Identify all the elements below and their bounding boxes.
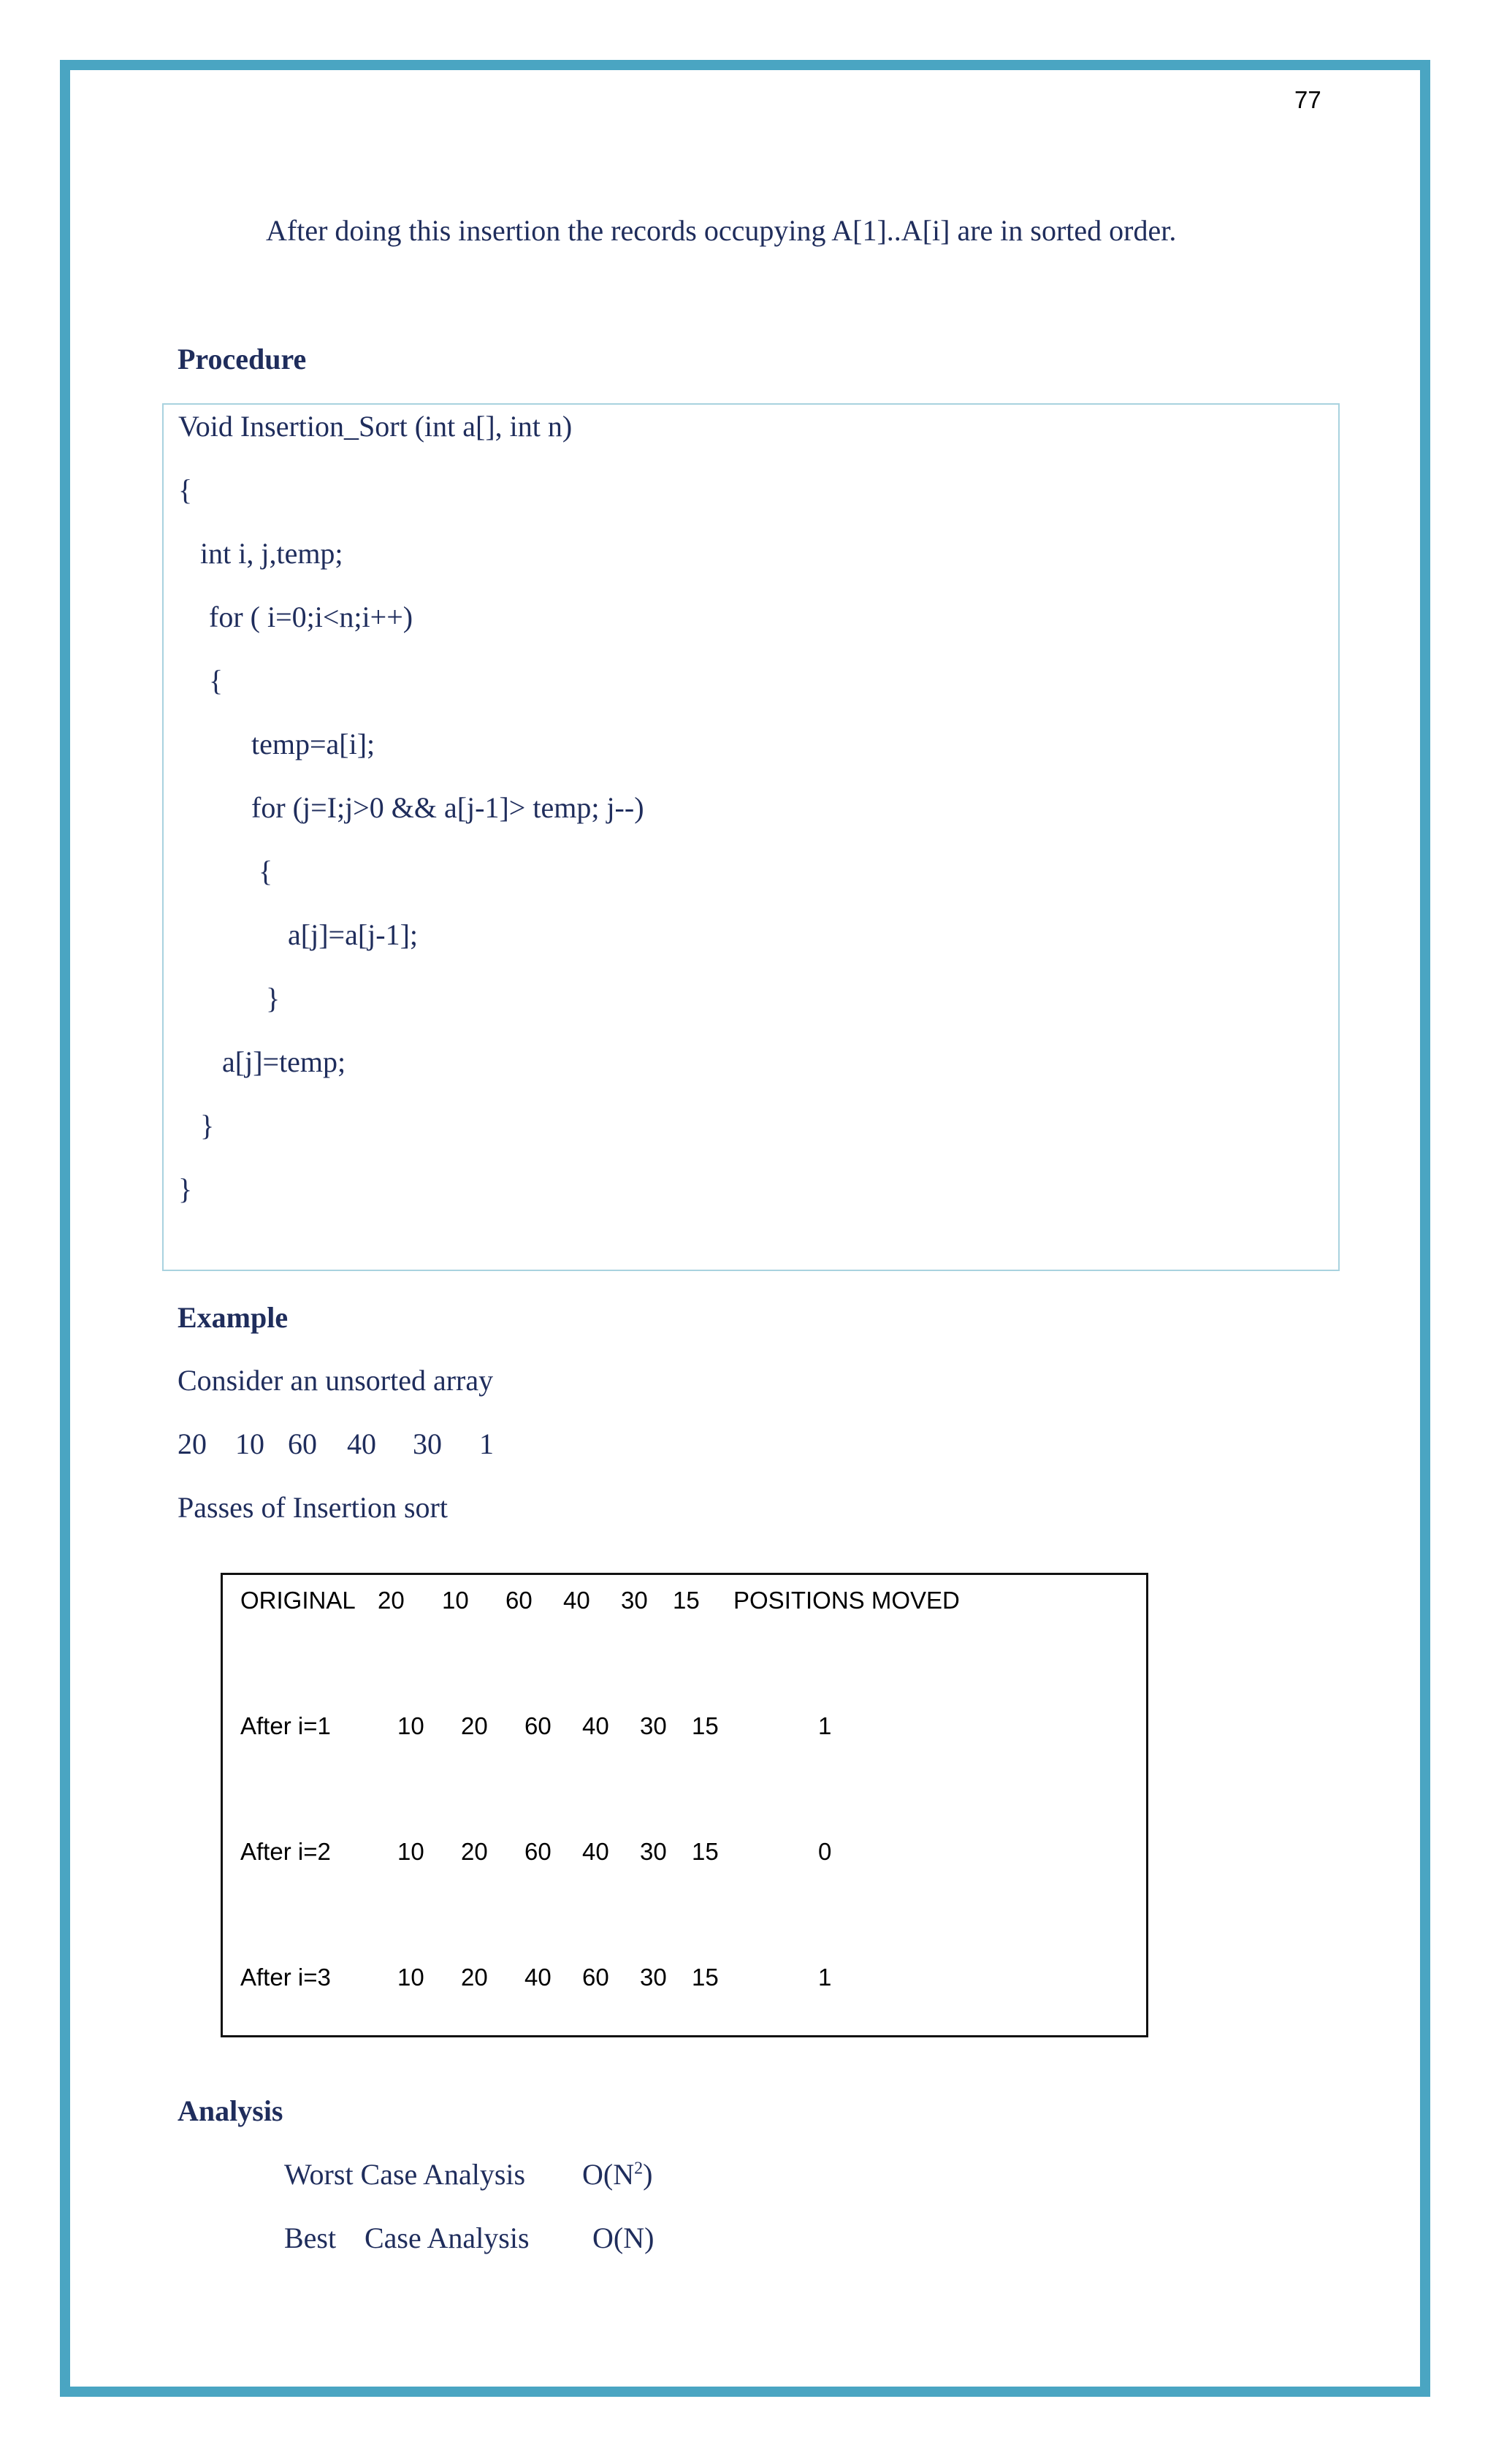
positions-moved-header: POSITIONS MOVED (733, 1587, 960, 1614)
cell-value: 30 (640, 1838, 667, 1865)
row-label: After i=3 (240, 1964, 331, 1991)
cell-value: 60 (582, 1964, 609, 1991)
cell-value: 20 (461, 1712, 488, 1739)
cell-value: 15 (692, 1838, 719, 1865)
worst-case-label: Worst Case Analysis (284, 2158, 526, 2191)
best-case-value: O(N) (592, 2221, 654, 2254)
cell-value: 30 (640, 1964, 667, 1991)
code-line: for ( i=0;i<n;i++) (209, 600, 413, 633)
passes-table (221, 1573, 1148, 2037)
row-label: ORIGINAL (240, 1587, 356, 1614)
worst-case-base: O(N (582, 2158, 635, 2191)
cell-value: 60 (524, 1712, 552, 1739)
positions-moved: 1 (818, 1712, 832, 1739)
cell-value: 20 (461, 1838, 488, 1865)
cell-value: 15 (673, 1587, 700, 1614)
cell-value: 30 (621, 1587, 648, 1614)
cell-value: 60 (505, 1587, 533, 1614)
cell-value: 10 (397, 1838, 424, 1865)
positions-moved: 1 (818, 1964, 832, 1991)
worst-case-close: ) (643, 2158, 653, 2191)
example-line: Passes of Insertion sort (178, 1491, 448, 1524)
array-value: 40 (347, 1427, 376, 1460)
cell-value: 15 (692, 1712, 719, 1739)
code-line: int i, j,temp; (200, 537, 343, 570)
array-value: 20 (178, 1427, 207, 1460)
best-case-label-word: Best (284, 2221, 337, 2254)
code-line: } (266, 982, 280, 1015)
analysis-heading: Analysis (178, 2094, 283, 2127)
code-line: Void Insertion_Sort (int a[], int n) (178, 410, 573, 443)
example-line: Consider an unsorted array (178, 1364, 494, 1397)
cell-value: 40 (582, 1838, 609, 1865)
cell-value: 40 (582, 1712, 609, 1739)
cell-value: 10 (442, 1587, 469, 1614)
cell-value: 30 (640, 1712, 667, 1739)
code-block (162, 403, 1340, 1271)
row-label: After i=1 (240, 1712, 331, 1739)
code-line: { (178, 473, 193, 506)
intro-paragraph: After doing this insertion the records occupying A[1]..A[i] are in sorted order. (266, 214, 1177, 247)
cell-value: 10 (397, 1712, 424, 1739)
code-line: a[j]=a[j-1]; (288, 918, 419, 951)
cell-value: 60 (524, 1838, 552, 1865)
code-line: temp=a[i]; (251, 728, 375, 760)
cell-value: 40 (563, 1587, 590, 1614)
worst-case-exponent: 2 (634, 2159, 644, 2178)
cell-value: 15 (692, 1964, 719, 1991)
array-value: 1 (479, 1427, 494, 1460)
page-number: 77 (1294, 86, 1321, 113)
code-line: } (178, 1172, 193, 1205)
example-heading: Example (178, 1301, 289, 1334)
procedure-heading: Procedure (178, 343, 307, 375)
cell-value: 40 (524, 1964, 552, 1991)
row-label: After i=2 (240, 1838, 331, 1865)
positions-moved: 0 (818, 1838, 832, 1865)
code-line: for (j=I;j>0 && a[j-1]> temp; j--) (251, 791, 644, 824)
array-value: 60 (288, 1427, 317, 1460)
worst-case-value (582, 2157, 652, 2192)
code-line: { (209, 664, 224, 697)
best-case-label: Case Analysis (365, 2221, 530, 2254)
code-line: a[j]=temp; (222, 1045, 346, 1078)
code-line: { (259, 855, 273, 888)
code-line: } (200, 1109, 215, 1142)
array-value: 30 (413, 1427, 442, 1460)
cell-value: 10 (397, 1964, 424, 1991)
cell-value: 20 (378, 1587, 405, 1614)
array-value: 10 (235, 1427, 264, 1460)
cell-value: 20 (461, 1964, 488, 1991)
